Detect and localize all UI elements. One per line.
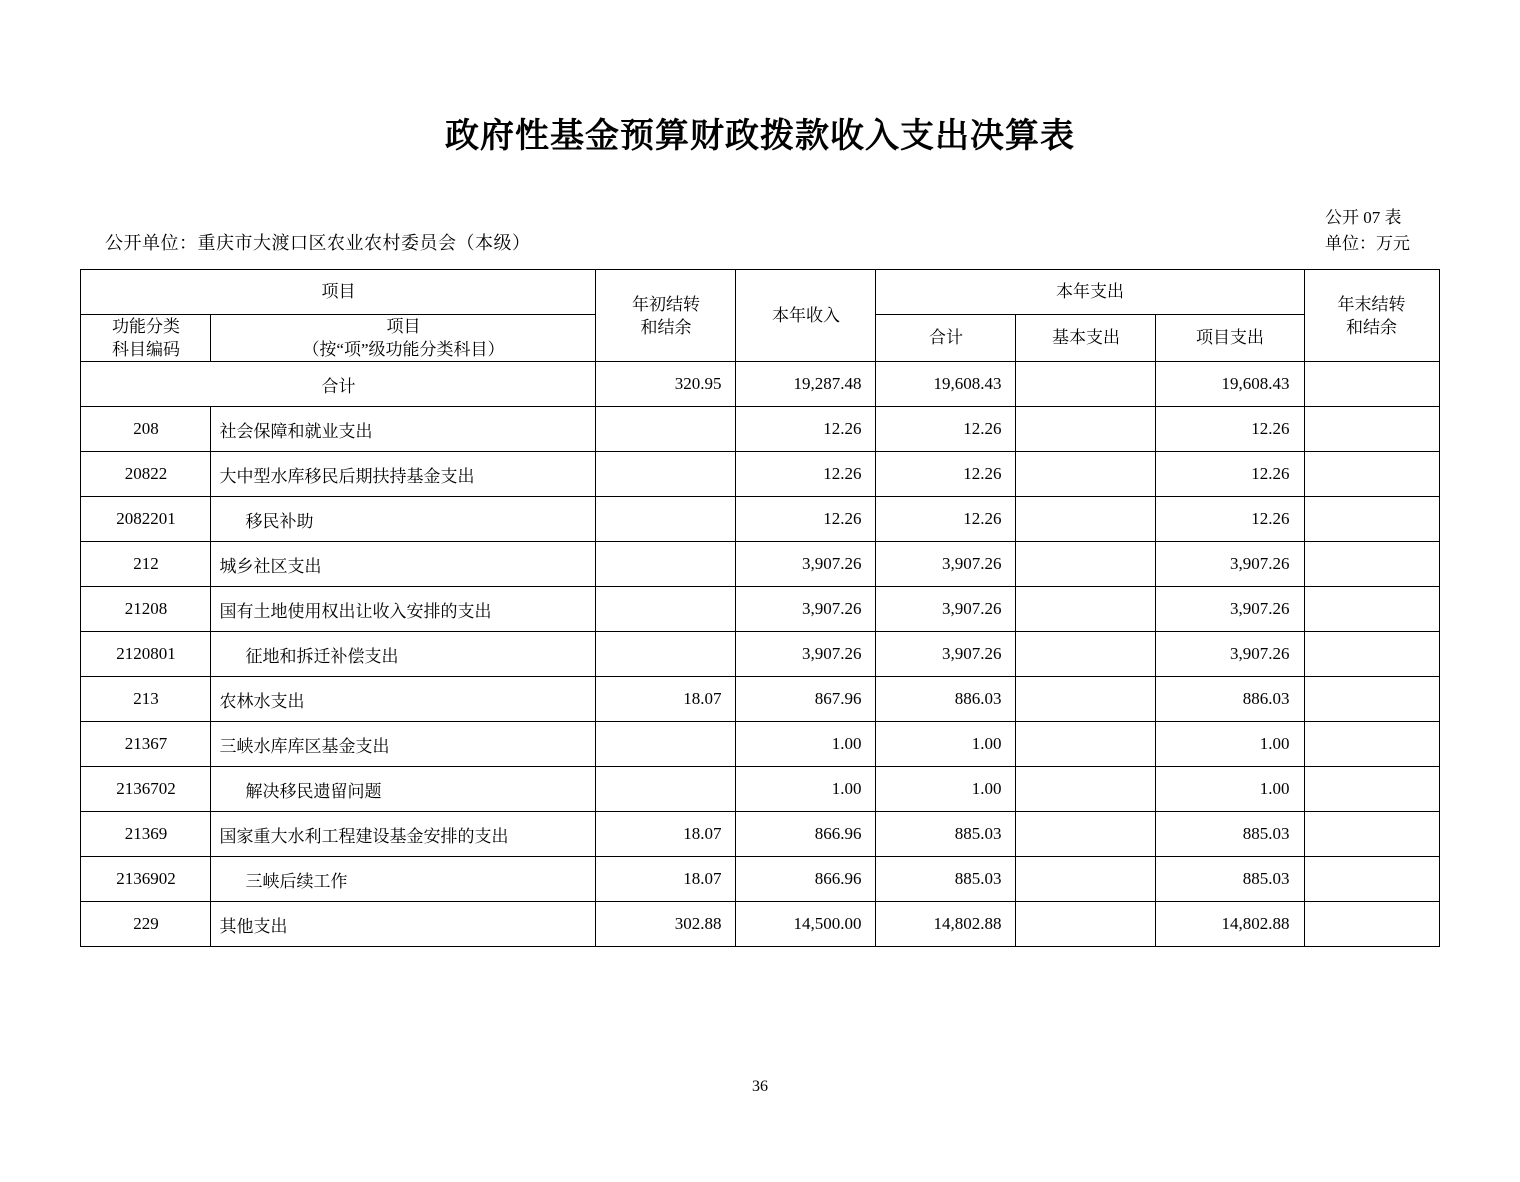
- cell-code: 213: [81, 677, 211, 722]
- cell-project-expense: 19,608.43: [1156, 362, 1304, 407]
- cell-item: 合计: [81, 362, 596, 407]
- cell-year-income: 12.26: [736, 497, 876, 542]
- table-header-row-1: [81, 270, 1439, 315]
- cell-end-balance: [1304, 542, 1439, 587]
- cell-basic-expense: [1016, 452, 1156, 497]
- header-expense-total: 合计: [876, 315, 1016, 362]
- cell-end-balance: [1304, 677, 1439, 722]
- table-row: [81, 497, 1439, 542]
- cell-end-balance: [1304, 812, 1439, 857]
- table-header: [81, 270, 1439, 362]
- cell-year-income: 866.96: [736, 857, 876, 902]
- page-number: 36: [752, 1078, 768, 1095]
- header-end-balance-line2: 和结余: [1346, 317, 1397, 337]
- table-row: [81, 767, 1439, 812]
- table-row: [81, 857, 1439, 902]
- cell-project-expense: 3,907.26: [1156, 542, 1304, 587]
- header-item: [211, 315, 596, 362]
- header-end-balance: [1304, 270, 1439, 362]
- budget-table: [80, 269, 1439, 947]
- cell-year-income: 3,907.26: [736, 542, 876, 587]
- cell-begin-balance: [596, 632, 736, 677]
- cell-code: 2120801: [81, 632, 211, 677]
- header-item-line2: （按“项”级功能分类科目）: [302, 340, 505, 359]
- header-project-expense: 项目支出: [1156, 315, 1304, 362]
- disclosure-unit: 公开单位：重庆市大渡口区农业农村委员会（本级）: [105, 233, 531, 253]
- cell-project-expense: 885.03: [1156, 812, 1304, 857]
- table-row: [81, 632, 1439, 677]
- cell-begin-balance: 18.07: [596, 812, 736, 857]
- cell-expense-total: 3,907.26: [876, 632, 1016, 677]
- cell-project-expense: 1.00: [1156, 722, 1304, 767]
- table-body: [81, 362, 1439, 947]
- table-row: [81, 542, 1439, 587]
- cell-expense-total: 3,907.26: [876, 542, 1016, 587]
- cell-expense-total: 14,802.88: [876, 902, 1016, 947]
- header-year-expense: 本年支出: [876, 270, 1304, 315]
- header-code: [81, 315, 211, 362]
- cell-year-income: 867.96: [736, 677, 876, 722]
- cell-project-expense: 12.26: [1156, 497, 1304, 542]
- header-item-line1: 项目: [386, 317, 421, 336]
- cell-code: 2082201: [81, 497, 211, 542]
- cell-code: 2136902: [81, 857, 211, 902]
- cell-begin-balance: [596, 587, 736, 632]
- cell-basic-expense: [1016, 677, 1156, 722]
- cell-basic-expense: [1016, 767, 1156, 812]
- table-row: [81, 812, 1439, 857]
- cell-begin-balance: [596, 407, 736, 452]
- cell-begin-balance: 18.07: [596, 857, 736, 902]
- cell-item: 征地和拆迁补偿支出: [211, 632, 596, 677]
- cell-expense-total: 885.03: [876, 857, 1016, 902]
- document-page: [0, 108, 1520, 1182]
- cell-item: 国有土地使用权出让收入安排的支出: [211, 587, 596, 632]
- header-year-income: 本年收入: [736, 270, 876, 362]
- cell-basic-expense: [1016, 812, 1156, 857]
- cell-expense-total: 3,907.26: [876, 587, 1016, 632]
- cell-code: 20822: [81, 452, 211, 497]
- table-row: [81, 452, 1439, 497]
- cell-end-balance: [1304, 407, 1439, 452]
- cell-begin-balance: [596, 452, 736, 497]
- cell-basic-expense: [1016, 362, 1156, 407]
- cell-basic-expense: [1016, 857, 1156, 902]
- cell-basic-expense: [1016, 497, 1156, 542]
- cell-project-expense: 885.03: [1156, 857, 1304, 902]
- cell-begin-balance: 18.07: [596, 677, 736, 722]
- cell-end-balance: [1304, 722, 1439, 767]
- cell-code: 229: [81, 902, 211, 947]
- table-row: [81, 407, 1439, 452]
- cell-item: 城乡社区支出: [211, 542, 596, 587]
- cell-expense-total: 12.26: [876, 497, 1016, 542]
- cell-code: 21367: [81, 722, 211, 767]
- cell-begin-balance: [596, 497, 736, 542]
- table-row: [81, 722, 1439, 767]
- cell-begin-balance: [596, 542, 736, 587]
- cell-code: 208: [81, 407, 211, 452]
- cell-expense-total: 885.03: [876, 812, 1016, 857]
- cell-year-income: 3,907.26: [736, 632, 876, 677]
- cell-item: 三峡后续工作: [211, 857, 596, 902]
- cell-year-income: 1.00: [736, 722, 876, 767]
- header-code-line2: 科目编码: [111, 340, 180, 359]
- cell-end-balance: [1304, 362, 1439, 407]
- cell-project-expense: 886.03: [1156, 677, 1304, 722]
- cell-item: 国家重大水利工程建设基金安排的支出: [211, 812, 596, 857]
- cell-item: 其他支出: [211, 902, 596, 947]
- cell-expense-total: 1.00: [876, 767, 1016, 812]
- cell-year-income: 3,907.26: [736, 587, 876, 632]
- table-row: [81, 362, 1439, 407]
- document-meta: [0, 205, 1520, 261]
- table-row: [81, 677, 1439, 722]
- amount-unit: 单位：万元: [1325, 234, 1410, 253]
- cell-item: 社会保障和就业支出: [211, 407, 596, 452]
- cell-code: 212: [81, 542, 211, 587]
- cell-end-balance: [1304, 902, 1439, 947]
- cell-item: 大中型水库移民后期扶持基金支出: [211, 452, 596, 497]
- cell-code: 21369: [81, 812, 211, 857]
- cell-basic-expense: [1016, 542, 1156, 587]
- cell-expense-total: 12.26: [876, 407, 1016, 452]
- cell-item: 移民补助: [211, 497, 596, 542]
- header-begin-balance-line2: 和结余: [640, 317, 692, 337]
- cell-end-balance: [1304, 497, 1439, 542]
- cell-expense-total: 886.03: [876, 677, 1016, 722]
- table-row: [81, 587, 1439, 632]
- cell-end-balance: [1304, 632, 1439, 677]
- header-code-line1: 功能分类: [111, 317, 180, 336]
- cell-begin-balance: 320.95: [596, 362, 736, 407]
- cell-basic-expense: [1016, 407, 1156, 452]
- cell-project-expense: 12.26: [1156, 452, 1304, 497]
- cell-project-expense: 12.26: [1156, 407, 1304, 452]
- cell-end-balance: [1304, 587, 1439, 632]
- cell-project-expense: 3,907.26: [1156, 632, 1304, 677]
- cell-expense-total: 12.26: [876, 452, 1016, 497]
- header-begin-balance-line1: 年初结转: [631, 294, 700, 314]
- cell-basic-expense: [1016, 902, 1156, 947]
- cell-year-income: 1.00: [736, 767, 876, 812]
- cell-end-balance: [1304, 857, 1439, 902]
- cell-item: 农林水支出: [211, 677, 596, 722]
- cell-year-income: 12.26: [736, 407, 876, 452]
- cell-year-income: 866.96: [736, 812, 876, 857]
- header-end-balance-line1: 年末结转: [1337, 294, 1406, 314]
- cell-item: 三峡水库库区基金支出: [211, 722, 596, 767]
- cell-project-expense: 14,802.88: [1156, 902, 1304, 947]
- header-basic-expense: 基本支出: [1016, 315, 1156, 362]
- cell-expense-total: 1.00: [876, 722, 1016, 767]
- cell-basic-expense: [1016, 632, 1156, 677]
- cell-basic-expense: [1016, 722, 1156, 767]
- header-project-group: 项目: [81, 270, 596, 315]
- cell-year-income: 12.26: [736, 452, 876, 497]
- page-title: 政府性基金预算财政拨款收入支出决算表: [445, 118, 1075, 155]
- cell-code: 21208: [81, 587, 211, 632]
- cell-basic-expense: [1016, 587, 1156, 632]
- cell-expense-total: 19,608.43: [876, 362, 1016, 407]
- cell-begin-balance: [596, 722, 736, 767]
- cell-year-income: 14,500.00: [736, 902, 876, 947]
- table-row: [81, 902, 1439, 947]
- cell-project-expense: 3,907.26: [1156, 587, 1304, 632]
- cell-code: 2136702: [81, 767, 211, 812]
- cell-end-balance: [1304, 767, 1439, 812]
- form-number: 公开 07 表: [1325, 208, 1402, 227]
- cell-begin-balance: 302.88: [596, 902, 736, 947]
- cell-end-balance: [1304, 452, 1439, 497]
- cell-item: 解决移民遗留问题: [211, 767, 596, 812]
- cell-project-expense: 1.00: [1156, 767, 1304, 812]
- cell-begin-balance: [596, 767, 736, 812]
- meta-right-block: [1325, 205, 1410, 257]
- cell-year-income: 19,287.48: [736, 362, 876, 407]
- header-begin-balance: [596, 270, 736, 362]
